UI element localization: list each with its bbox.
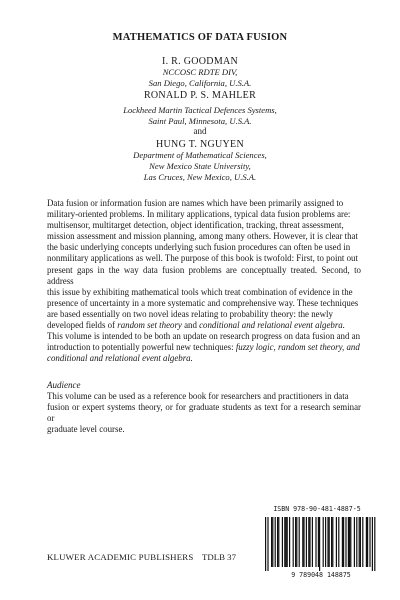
barcode-bar — [303, 517, 304, 567]
author-affiliation-line: Lockheed Martin Tactical Defences Systems, — [123, 105, 277, 115]
author-name: HUNG T. NGUYEN — [156, 139, 244, 150]
barcode-bar — [342, 517, 343, 567]
barcode-bar — [271, 517, 272, 567]
author-block-1 — [0, 56, 400, 89]
barcode-bar — [360, 517, 361, 567]
description-line: multisensor, multitarget detection, object identification, tracking, threat assessment, — [47, 220, 344, 231]
description-line: This volume is intended to be both an update on research progress on data fusion and an — [47, 331, 361, 342]
barcode-bar — [367, 517, 368, 567]
barcode-bar — [325, 517, 326, 567]
description-line: mission assessment and mission planning, among many others. However, it is clear that — [47, 231, 358, 242]
barcode-bar — [312, 517, 313, 567]
barcode-bar — [285, 517, 286, 567]
barcode-bar — [302, 517, 303, 567]
barcode-bar — [338, 517, 339, 567]
barcode-bar — [332, 517, 333, 567]
description-line — [47, 342, 361, 353]
audience-line: fusion or expert systems theory, or for graduate students as text for a research seminar or — [47, 402, 361, 424]
audience-line: This volume can be used as a reference book for researchers and practitioners in data — [47, 391, 349, 401]
description-line: the basic underlying concepts underlying such fusion procedures can often be used in — [47, 242, 351, 253]
barcode-bar — [308, 517, 309, 567]
barcode-bar — [272, 517, 273, 567]
description-line — [47, 320, 361, 331]
description-line — [47, 353, 361, 364]
barcode-bar — [287, 517, 288, 567]
author-name: RONALD P. S. MAHLER — [143, 90, 257, 101]
author-affiliation-line: Las Cruces, New Mexico, U.S.A. — [143, 172, 257, 182]
isbn-label: ISBN 978-90-481-4887-5 — [273, 505, 361, 513]
barcode-bar — [366, 517, 367, 567]
italic-term: conditional and relational event algebra. — [47, 353, 193, 364]
author-block-3 — [0, 139, 400, 183]
barcode-bar — [319, 517, 320, 571]
barcode-bar — [372, 517, 373, 571]
barcode-bar — [306, 517, 307, 567]
publisher-name: KLUWER ACADEMIC PUBLISHERS — [47, 552, 194, 562]
audience-heading: Audience — [47, 380, 81, 390]
description-line: nonmilitary applications as well. The purpose of this book is twofold: First, to point out — [47, 253, 358, 264]
barcode-bar — [277, 517, 278, 567]
barcode-bar — [359, 517, 360, 567]
barcode-bar — [350, 517, 351, 567]
author-block-2 — [0, 90, 400, 127]
author-affiliation-line: NCCOSC RDTE DIV, — [162, 67, 238, 77]
description-line: presence of uncertainty in a more systematic and comprehensive way. These techniques — [47, 297, 359, 308]
barcode-bar — [315, 517, 316, 567]
barcode-bar — [318, 517, 319, 567]
description-line: present gaps in the way data fusion problems are conceptually treated. Second, to address — [47, 264, 361, 286]
barcode-bar — [275, 517, 276, 567]
description-text: and — [181, 320, 200, 331]
barcode-bar — [336, 517, 337, 567]
author-conjunction: and — [193, 126, 207, 136]
barcode-bar — [295, 517, 296, 567]
barcode-bar — [348, 517, 349, 567]
barcode-bar — [299, 517, 300, 567]
barcode-bar — [267, 517, 268, 571]
audience-text — [47, 391, 361, 435]
barcode-bar — [329, 517, 330, 567]
barcode-image — [265, 517, 377, 571]
italic-term: conditional and relational event algebra. — [199, 320, 345, 331]
barcode-bar — [278, 517, 279, 567]
description-line: Data fusion or information fusion are names which have been primarily assigned to — [47, 198, 344, 208]
barcode-bar — [369, 517, 370, 567]
barcode-bar — [356, 517, 357, 567]
barcode-bar — [296, 517, 297, 567]
barcode-bar — [265, 517, 266, 571]
book-title: MATHEMATICS OF DATA FUSION — [112, 32, 288, 43]
audience-line: graduate level course. — [47, 424, 125, 435]
barcode-bar — [354, 517, 355, 567]
barcode-bar — [282, 517, 283, 567]
author-affiliation-line: Department of Mathematical Sciences, — [133, 150, 267, 160]
barcode-bar — [331, 517, 332, 567]
series-code: TDLB 37 — [202, 552, 236, 562]
description-text: introduction to potentially powerful new techniques: — [47, 342, 236, 353]
barcode-bar — [362, 517, 363, 567]
description-line: are based essentially on two novel ideas relating to probability theory: the newly — [47, 308, 333, 319]
barcode-bar — [293, 517, 294, 567]
author-affiliation-line: New Mexico State University, — [149, 161, 251, 171]
barcode-bar — [374, 517, 375, 571]
barcode-bar — [345, 517, 346, 567]
description-text: developed fields of — [47, 320, 118, 331]
author-name: I. R. GOODMAN — [161, 56, 239, 67]
description-line: military-oriented problems. In military applications, typical data fusion problems are: — [47, 209, 351, 220]
barcode-bar — [327, 517, 328, 567]
author-affiliation-line: San Diego, California, U.S.A. — [148, 78, 252, 88]
book-description — [47, 198, 361, 364]
barcode-bar — [349, 517, 350, 567]
barcode-bar — [284, 517, 285, 567]
barcode-digits: 9 789048 148875 — [291, 571, 351, 579]
barcode-bar — [289, 517, 290, 567]
barcode-bar — [309, 517, 310, 567]
barcode-bar — [343, 517, 344, 567]
description-line: this issue by exhibiting mathematical tools which treat combination of evidence in the — [47, 286, 353, 297]
barcode-bar — [323, 517, 324, 567]
author-affiliation-line: Saint Paul, Minnesota, U.S.A. — [148, 116, 252, 126]
italic-term: random set theory — [117, 320, 182, 331]
italic-term: fuzzy logic, random set theory, and — [235, 342, 360, 353]
